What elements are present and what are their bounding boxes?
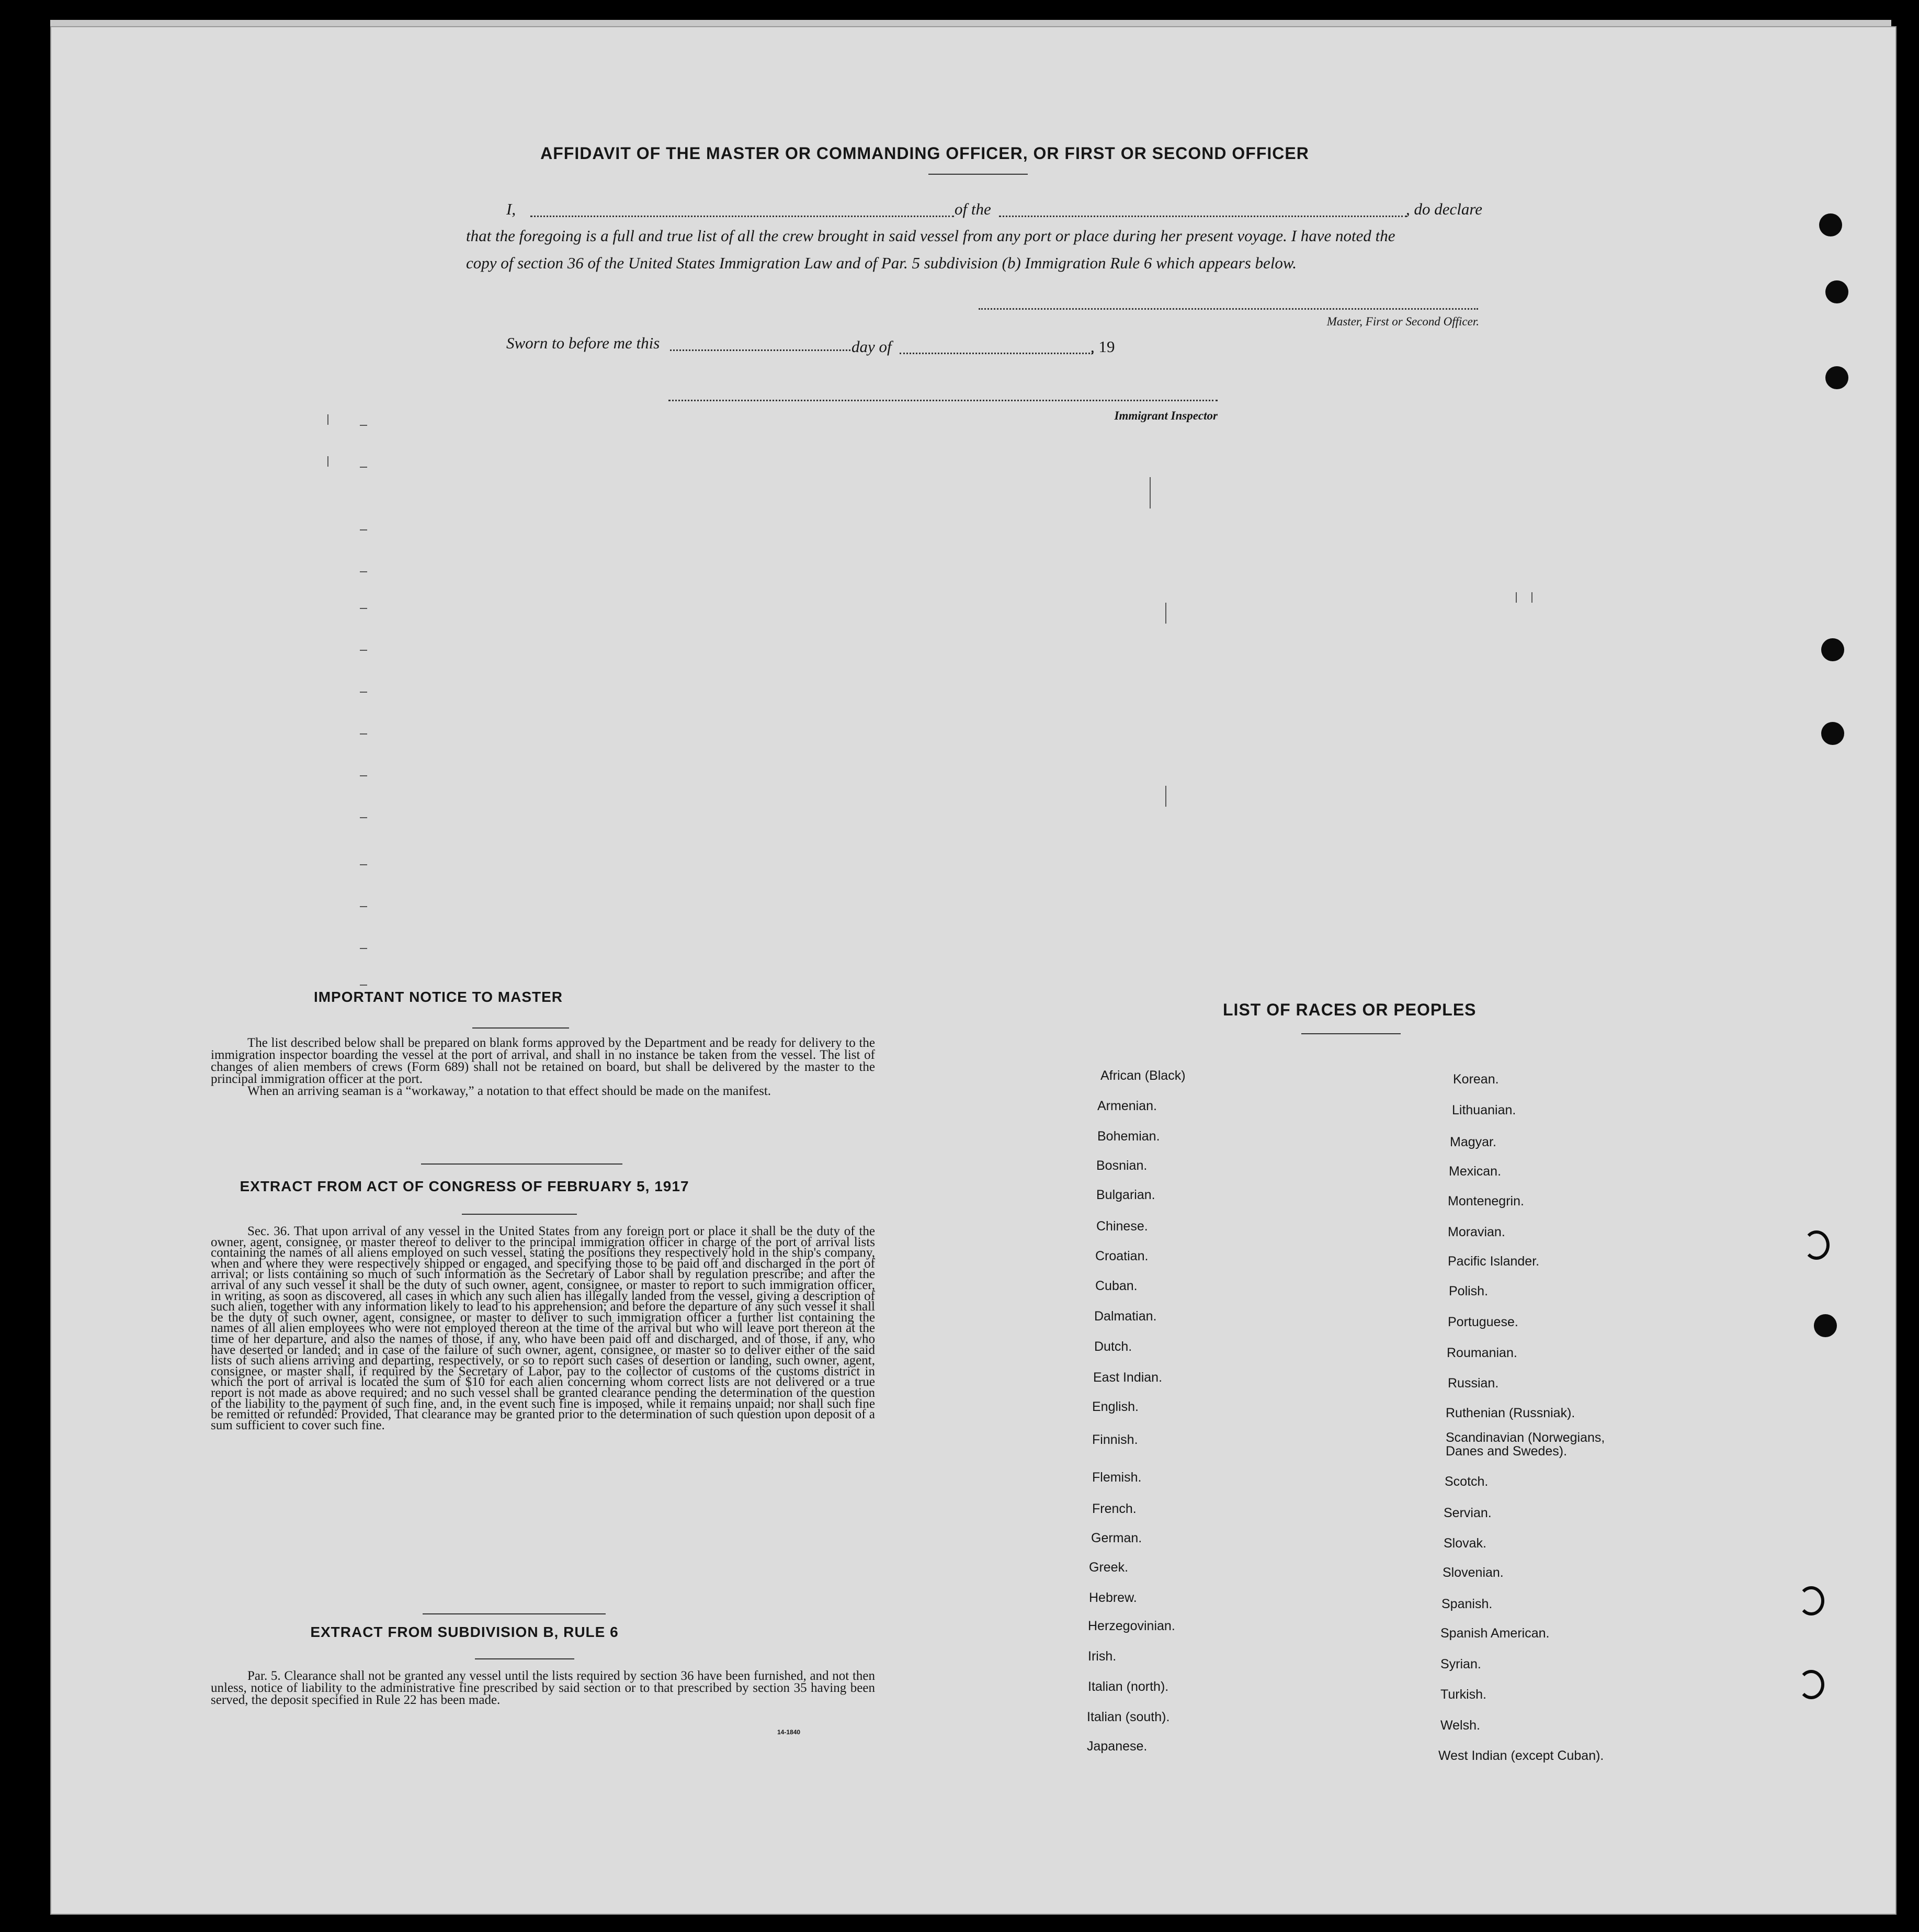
race-item: African (Black)	[1100, 1068, 1186, 1083]
punch-hole	[1803, 1230, 1830, 1260]
race-item: Herzegovinian.	[1088, 1619, 1175, 1633]
master-signature-label: Master, First or Second Officer.	[1326, 315, 1479, 328]
act-title-rule	[462, 1214, 577, 1215]
ghost-dash	[360, 467, 367, 468]
punch-hole	[1819, 213, 1842, 236]
affidavit-title: AFFIDAVIT OF THE MASTER OR COMMANDING OFFICER, OR FIRST OR SECOND OFFICER	[540, 144, 1309, 163]
affidavit-title-rule	[928, 174, 1028, 175]
race-item: Magyar.	[1450, 1135, 1496, 1149]
ghost-tick	[1165, 603, 1166, 624]
vessel-name-field[interactable]	[999, 216, 1407, 217]
race-item: Dalmatian.	[1094, 1309, 1157, 1324]
race-item: East Indian.	[1093, 1370, 1163, 1385]
race-item: Scandinavian (Norwegians, Danes and Swedes).	[1446, 1430, 1605, 1459]
race-item: English.	[1092, 1399, 1139, 1414]
punch-hole	[1825, 366, 1848, 389]
punch-hole	[1821, 722, 1844, 745]
rule-title-rule	[475, 1658, 574, 1659]
act-top-rule	[421, 1163, 622, 1165]
ghost-dash	[360, 817, 367, 818]
race-item: Montenegrin.	[1448, 1194, 1524, 1208]
punch-hole	[1821, 638, 1844, 661]
affidavit-of-the-label: of the	[955, 200, 991, 218]
race-item: Chinese.	[1096, 1219, 1148, 1234]
race-item: Portuguese.	[1448, 1315, 1518, 1329]
document-page	[50, 26, 1897, 1915]
race-item: Mexican.	[1449, 1164, 1502, 1179]
race-item: Roumanian.	[1447, 1346, 1517, 1360]
ghost-dash	[360, 864, 367, 865]
day-of-label: day of	[851, 337, 892, 356]
affidavit-declare-label: , do declare	[1406, 200, 1483, 218]
races-title: LIST OF RACES OR PEOPLES	[1223, 1000, 1477, 1019]
race-item: West Indian (except Cuban).	[1438, 1748, 1604, 1763]
race-item: Italian (south).	[1087, 1710, 1170, 1724]
race-item: Dutch.	[1094, 1339, 1132, 1354]
punch-hole	[1798, 1670, 1824, 1699]
ghost-tick	[1165, 786, 1166, 807]
ghost-dash	[360, 692, 367, 693]
ghost-dash	[360, 985, 367, 986]
ghost-dash	[360, 571, 367, 572]
race-item: Japanese.	[1087, 1739, 1148, 1754]
ghost-dash	[360, 733, 367, 735]
act-body	[211, 1226, 875, 1431]
race-item: Spanish.	[1441, 1597, 1493, 1611]
ghost-dash	[360, 608, 367, 609]
year-label: , 19	[1091, 337, 1115, 356]
ghost-dash	[360, 906, 367, 907]
race-item: Polish.	[1449, 1284, 1489, 1298]
race-item: Croatian.	[1095, 1249, 1149, 1263]
act-title: EXTRACT FROM ACT OF CONGRESS OF FEBRUARY 5, 1917	[240, 1178, 689, 1194]
race-item: French.	[1092, 1501, 1137, 1516]
punch-hole	[1814, 1314, 1837, 1337]
races-title-rule	[1301, 1033, 1401, 1034]
race-item: Ruthenian (Russniak).	[1446, 1406, 1575, 1420]
race-item: Slovenian.	[1443, 1565, 1504, 1580]
sworn-day-field[interactable]	[670, 349, 850, 351]
punch-hole	[1798, 1586, 1824, 1615]
race-item: Spanish American.	[1440, 1626, 1550, 1641]
affidavit-line-3: copy of section 36 of the United States Immigration Law and of Par. 5 subdivision (b) Immigration Rule 6 which appears below.	[466, 254, 1297, 272]
race-item: Hebrew.	[1089, 1590, 1137, 1605]
race-item: Slovak.	[1444, 1536, 1486, 1551]
form-number: 14-1840	[777, 1728, 801, 1736]
ghost-tick	[327, 456, 328, 467]
ghost-tick	[327, 414, 328, 425]
notice-body	[211, 1037, 875, 1097]
race-item: Bosnian.	[1096, 1158, 1148, 1173]
notice-title: IMPORTANT NOTICE TO MASTER	[313, 989, 563, 1005]
sworn-label: Sworn to before me this	[506, 334, 660, 352]
inspector-signature-field[interactable]	[668, 400, 1218, 401]
notice-title-rule	[472, 1027, 569, 1029]
act-section-36-text: Sec. 36. That upon arrival of any vessel in the United States from any foreign port or place it shall be the duty of the owner, agent, consignee, or master thereof to deliver to the principal immigration officer in charge of the port of arrival lists containing the names of all aliens employed on such vessel, stating the positions they respectively hold in the ship's company, when and where they were respectively shipped or engaged, and specifying those to be paid off and discharged in the port of arrival; or lists containing so much of such information as the Secretary of Labor shall by regulation prescribe; and after the arrival of any such vessel it shall be the duty of such owner, agent, consignee, or master to report to such immigration officer, in writing, as soon as discovered, all cases in which any such alien has illegally landed from the vessel, giving a description of such alien, together with any information likely to lead to his apprehension; and before the departure of any such vessel it shall be the duty of such owner, agent, consignee, or master to deliver to such immigration officer a further list containing the names of all alien employees who were not employed thereon at the time of the arrival but who will leave port thereon at the time of her departure, and also the names of those, if any, who have been paid off and discharged, and of those, if any, who have deserted or landed; and in case of the failure of such owner, agent, consignee, or master so to deliver either of the said lists of such aliens arriving and departing, respectively, or so to report such cases of desertion or landing, such owner, agent, consignee, or master shall, if required by the Secretary of Labor, pay to the collector of customs of the customs district in which the port of arrival is located the sum of $10 for each alien concerning whom correct lists are not delivered or a true report is not made as above required; and no such vessel shall be granted clearance pending the determination of the question of the liability to the payment of such fine, and, in the event such fine is imposed, while it remains unpaid; nor shall such fine be remitted or refunded: Provided, That clearance may be granted prior to the determination of such question upon deposit of a sum sufficient to cover such fine.	[211, 1224, 875, 1432]
race-item: Bulgarian.	[1096, 1188, 1155, 1202]
race-item: Korean.	[1453, 1072, 1499, 1087]
race-item: Italian (north).	[1088, 1679, 1169, 1694]
race-item: German.	[1091, 1531, 1142, 1545]
ghost-tick	[1531, 592, 1532, 603]
affidavit-i-label: I,	[506, 200, 516, 218]
race-item: Servian.	[1444, 1506, 1492, 1520]
ghost-dash	[360, 425, 367, 426]
race-item: Moravian.	[1448, 1225, 1505, 1239]
race-item: Greek.	[1089, 1560, 1129, 1575]
affiant-name-field[interactable]	[530, 216, 954, 217]
race-item: Welsh.	[1440, 1718, 1480, 1733]
race-item: Finnish.	[1092, 1432, 1138, 1447]
race-item: Armenian.	[1097, 1099, 1157, 1113]
sworn-month-field[interactable]	[900, 353, 1093, 354]
race-item: Cuban.	[1095, 1279, 1138, 1293]
rule-body	[211, 1670, 875, 1706]
ghost-dash	[360, 775, 367, 776]
race-item: Lithuanian.	[1452, 1103, 1516, 1117]
affidavit-line-2: that the foregoing is a full and true list of all the crew brought in said vessel from any port or place during her present voyage. I have noted the	[466, 227, 1395, 245]
notice-paragraph-2: When an arriving seaman is a “workaway,” a notation to that effect should be made on the manifest.	[247, 1084, 771, 1098]
notice-paragraph-1: The list described below shall be prepared on blank forms approved by the Department and be ready for delivery to the immigration inspector boarding the vessel at the port of arrival, and shall in no instance be taken from the vessel. The list of changes of alien members of crews (Form 689) shall not be retained on board, but shall be delivered by the master to the principal immigration officer at the port.	[211, 1036, 875, 1086]
ghost-tick	[1150, 477, 1151, 509]
race-item: Scotch.	[1445, 1474, 1489, 1489]
ghost-tick	[1516, 592, 1517, 603]
master-signature-field[interactable]	[979, 308, 1478, 310]
race-item: Russian.	[1448, 1376, 1499, 1391]
race-item: Turkish.	[1440, 1687, 1486, 1702]
race-item: Flemish.	[1092, 1470, 1142, 1485]
ghost-dash	[360, 529, 367, 530]
punch-hole	[1825, 280, 1848, 303]
ghost-dash	[360, 650, 367, 651]
rule-title: EXTRACT FROM SUBDIVISION B, RULE 6	[310, 1624, 619, 1640]
inspector-label: Immigrant Inspector	[1114, 409, 1218, 422]
race-item: Pacific Islander.	[1448, 1254, 1540, 1269]
race-item: Syrian.	[1440, 1657, 1481, 1671]
ghost-dash	[360, 948, 367, 949]
race-item: Bohemian.	[1097, 1129, 1160, 1144]
rule-par-5-text: Par. 5. Clearance shall not be granted any vessel until the lists required by section 36 have been furnished, and not then unless, notice of liability to the administrative fine prescribed by said section or to that prescribed by section 35 having been served, the deposit specified in Rule 22 has been made.	[211, 1669, 875, 1707]
race-item: Irish.	[1088, 1649, 1117, 1664]
rule-top-rule	[423, 1613, 606, 1614]
